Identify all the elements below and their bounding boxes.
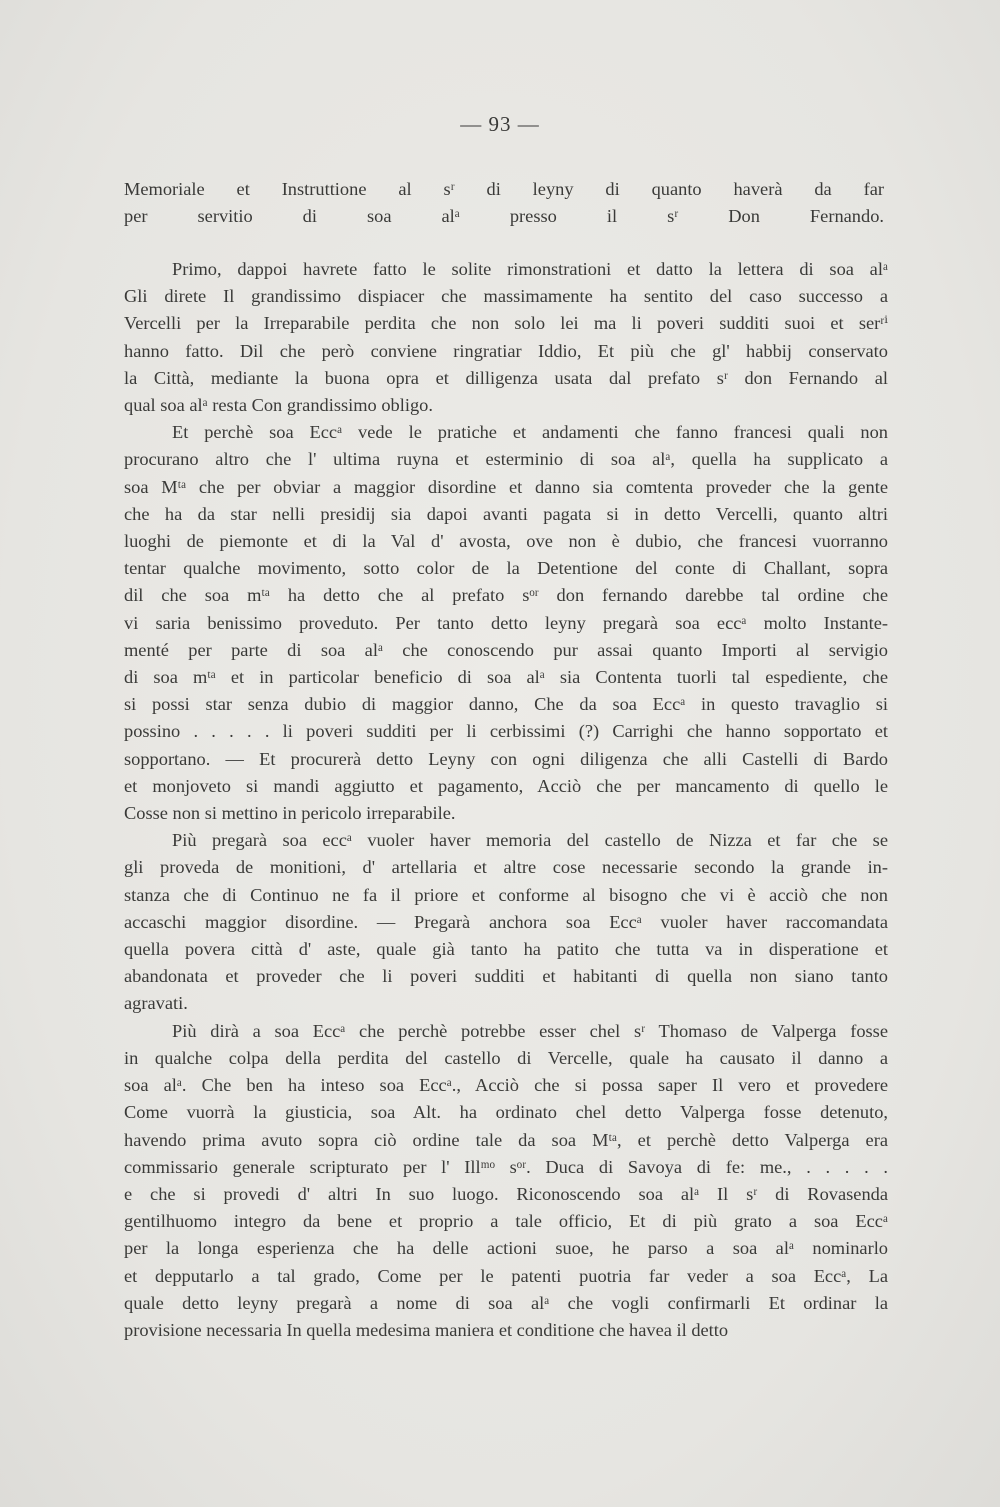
text-line: Et perchè soa Eccᵃ vede le pratiche et andamenti che fanno francesi quali non — [172, 422, 888, 443]
text-line: hanno fatto. Dil che però conviene ringratiar Iddio, Et più che gl' habbij conservato — [124, 340, 888, 361]
text-line: accaschi maggior disordine. — Pregarà anchora soa Eccᵃ vuoler haver raccomandata — [124, 911, 888, 932]
text-line: quale detto leyny pregarà a nome di soa alᵃ che vogli confirmarli Et ordinar la — [124, 1292, 888, 1313]
body-text — [124, 256, 888, 1344]
text-line: Più pregarà soa eccᵃ vuoler haver memoria del castello de Nizza et far che se — [172, 830, 888, 851]
text-line: qual soa alᵃ resta Con grandissimo obligo. — [124, 395, 433, 416]
text-line: Primo, dappoi havrete fatto le solite rimonstrationi et datto la lettera di soa alᵃ — [172, 259, 888, 279]
text-line: per la longa esperienza che ha delle actioni suoe, he parso a soa alᵃ nominarlo — [124, 1238, 888, 1259]
text-line: luoghi de piemonte et di la Val d' avosta, ove non è dubio, che francesi vuorranno — [124, 531, 888, 552]
text-line: tentar qualche movimento, sotto color de la Detentione del conte di Challant, sopra — [124, 558, 888, 579]
text-line: Cosse non si mettino in pericolo irreparabile. — [124, 803, 456, 824]
text-line: procurano altro che l' ultima ruyna et esterminio di soa alᵃ, quella ha supplicato a — [124, 449, 888, 470]
text-line: sopportano. — Et procurerà detto Leyny con ogni diligenza che alli Castelli di Bardo — [124, 748, 888, 769]
text-line: quella povera città d' aste, quale già tanto ha patito che tutta va in disperatione et — [124, 939, 888, 960]
heading-line: Memoriale et Instruttione al sʳ di leyny di quanto haverà da far — [124, 179, 884, 199]
text-line: che ha da star nelli presidij sia dapoi avanti pagata si in detto Vercelli, quanto altri — [124, 503, 888, 524]
text-line: dil che soa mᵗᵃ ha detto che al prefato sᵒʳ don fernando darebbe tal ordine che — [124, 585, 888, 606]
paragraph — [124, 256, 888, 419]
text-line: vi saria benissimo proveduto. Per tanto detto leyny pregarà soa eccᵃ molto Instante- — [124, 612, 888, 633]
page-number: — 93 — — [460, 112, 540, 136]
text-line: et depputarlo a tal grado, Come per le patenti puotria far veder a soa Eccᵃ, La — [124, 1265, 888, 1286]
text-line: provisione necessaria In quella medesima maniera et conditione che havea il detto — [124, 1319, 729, 1340]
text-line: soa alᵃ. Che ben ha inteso soa Eccᵃ., Acciò che si possa saper Il vero et provedere — [124, 1075, 888, 1096]
text-line: commissario generale scripturato per l' Illᵐᵒ sᵒʳ. Duca di Savoya di fe: me., . . . . . — [124, 1156, 888, 1177]
paragraph — [124, 1018, 888, 1344]
text-line: di soa mᵗᵃ et in particolar beneficio di soa alᵃ sia Contenta tuorli tal espediente, che — [124, 667, 888, 688]
paragraph — [124, 827, 888, 1017]
text-line: la Città, mediante la buona opra et dilligenza usata dal prefato sʳ don Fernando al — [124, 367, 888, 388]
text-line: possino . . . . . li poveri sudditi per li cerbissimi (?) Carrighi che hanno sopportato et — [124, 721, 888, 742]
text-line: Gli direte Il grandissimo dispiacer che massimamente ha sentito del caso successo a — [124, 286, 888, 307]
text-line: si possi star senza dubio di maggior danno, Che da soa Eccᵃ in questo travaglio si — [124, 694, 888, 715]
text-line: havendo prima avuto sopra ciò ordine tale da soa Mᵗᵃ, et perchè detto Valperga era — [124, 1129, 888, 1150]
text-line: gli proveda de monitioni, d' artellaria et altre cose necessarie secondo la grande in- — [124, 857, 888, 878]
text-line: Vercelli per la Irreparabile perdita che non solo lei ma li poveri sudditi suoi et serʳⁱ — [124, 313, 888, 334]
paragraph — [124, 419, 888, 827]
text-line: e che si provedi d' altri In suo luogo. Riconoscendo soa alᵃ Il sʳ di Rovasenda — [124, 1183, 888, 1204]
text-line: abandonata et proveder che li poveri sudditi et habitanti di quella non siano tanto — [124, 966, 888, 987]
text-line: agravati. — [124, 993, 188, 1014]
text-line: in qualche colpa della perdita del castello di Vercelle, quale ha causato il danno a — [124, 1047, 888, 1068]
text-line: gentilhuomo integro da bene et proprio a tale officio, Et di più grato a soa Eccᵃ — [124, 1211, 888, 1232]
heading-line: per servitio di soa alᵃ presso il sʳ Don Fernando. — [124, 206, 884, 227]
text-line: et monjoveto si mandi aggiutto et pagamento, Acciò che per mancamento di quello le — [124, 775, 888, 796]
text-line: Più dirà a soa Eccᵃ che perchè potrebbe esser chel sʳ Thomaso de Valperga fosse — [172, 1020, 888, 1041]
text-line: soa Mᵗᵃ che per obviar a maggior disordine et danno sia comtenta proveder che la gente — [124, 476, 888, 497]
document-heading — [124, 176, 884, 230]
text-line: stanza che di Continuo ne fa il priore et conforme al bisogno che vi è acciò che non — [124, 884, 888, 905]
text-line: menté per parte di soa alᵃ che conoscendo pur assai quanto Importi al servigio — [124, 639, 888, 660]
text-line: Come vuorrà la giusticia, soa Alt. ha ordinato chel detto Valperga fosse detenuto, — [124, 1102, 888, 1123]
